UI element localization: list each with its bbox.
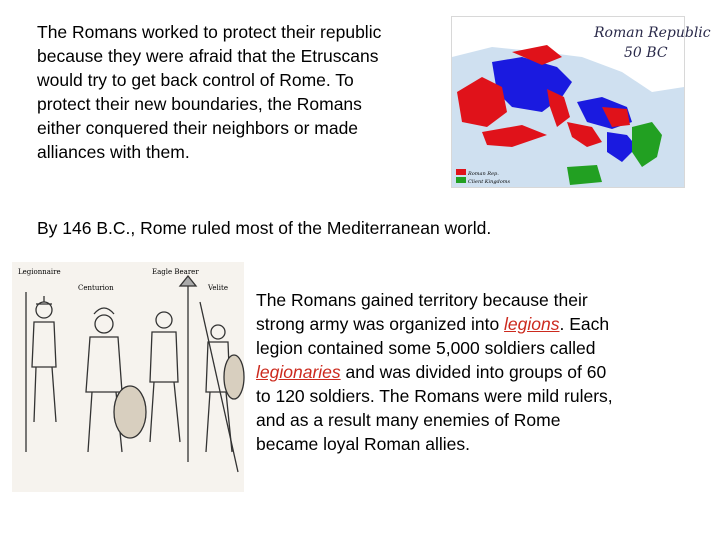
army-line: [256, 312, 696, 336]
label-eagle-bearer: Eagle Bearer: [152, 268, 199, 276]
legend-label: Client Kingdoms: [468, 179, 511, 185]
term-legions: legions: [504, 314, 560, 334]
illustration-background: [12, 262, 244, 492]
intro-line: protect their new boundaries, the Romans: [37, 94, 362, 114]
army-line: legion contained some 5,000 soldiers called: [256, 338, 596, 358]
label-legionnaire: Legionnaire: [18, 268, 61, 276]
army-line: became loyal Roman allies.: [256, 434, 470, 454]
legend-label: Roman Rep.: [468, 171, 499, 177]
army-text: strong army was organized into: [256, 314, 505, 334]
army-line: The Romans gained territory because their: [256, 290, 588, 310]
map-subtitle: 50 BC: [624, 45, 668, 61]
army-line: and as a result many enemies of Rome: [256, 410, 561, 430]
map-title: Roman Republic: [594, 25, 711, 41]
army-line: [256, 360, 696, 384]
intro-paragraph: [37, 20, 447, 164]
legend-swatch-client: [456, 177, 466, 183]
intro-line: The Romans worked to protect their republic: [37, 22, 382, 42]
army-text: and was divided into groups of 60: [340, 362, 607, 382]
mediterranean-statement: By 146 B.C., Rome ruled most of the Mediterranean world.: [37, 218, 492, 238]
army-line: to 120 soldiers. The Romans were mild rulers,: [256, 386, 613, 406]
roman-soldiers-illustration: [12, 262, 244, 492]
label-velite: Velite: [208, 284, 228, 292]
roman-republic-map: [451, 16, 711, 188]
intro-line: would try to get back control of Rome. To: [37, 70, 354, 90]
term-legionaries: legionaries: [256, 362, 341, 382]
intro-line: alliances with them.: [37, 142, 190, 162]
intro-line: either conquered their neighbors or made: [37, 118, 359, 138]
map-region-client: [567, 165, 602, 185]
army-paragraph: [256, 288, 696, 456]
intro-line: because they were afraid that the Etruscans: [37, 46, 379, 66]
label-centurion: Centurion: [78, 284, 114, 292]
army-text: . Each: [559, 314, 610, 334]
legend-swatch-republic: [456, 169, 466, 175]
